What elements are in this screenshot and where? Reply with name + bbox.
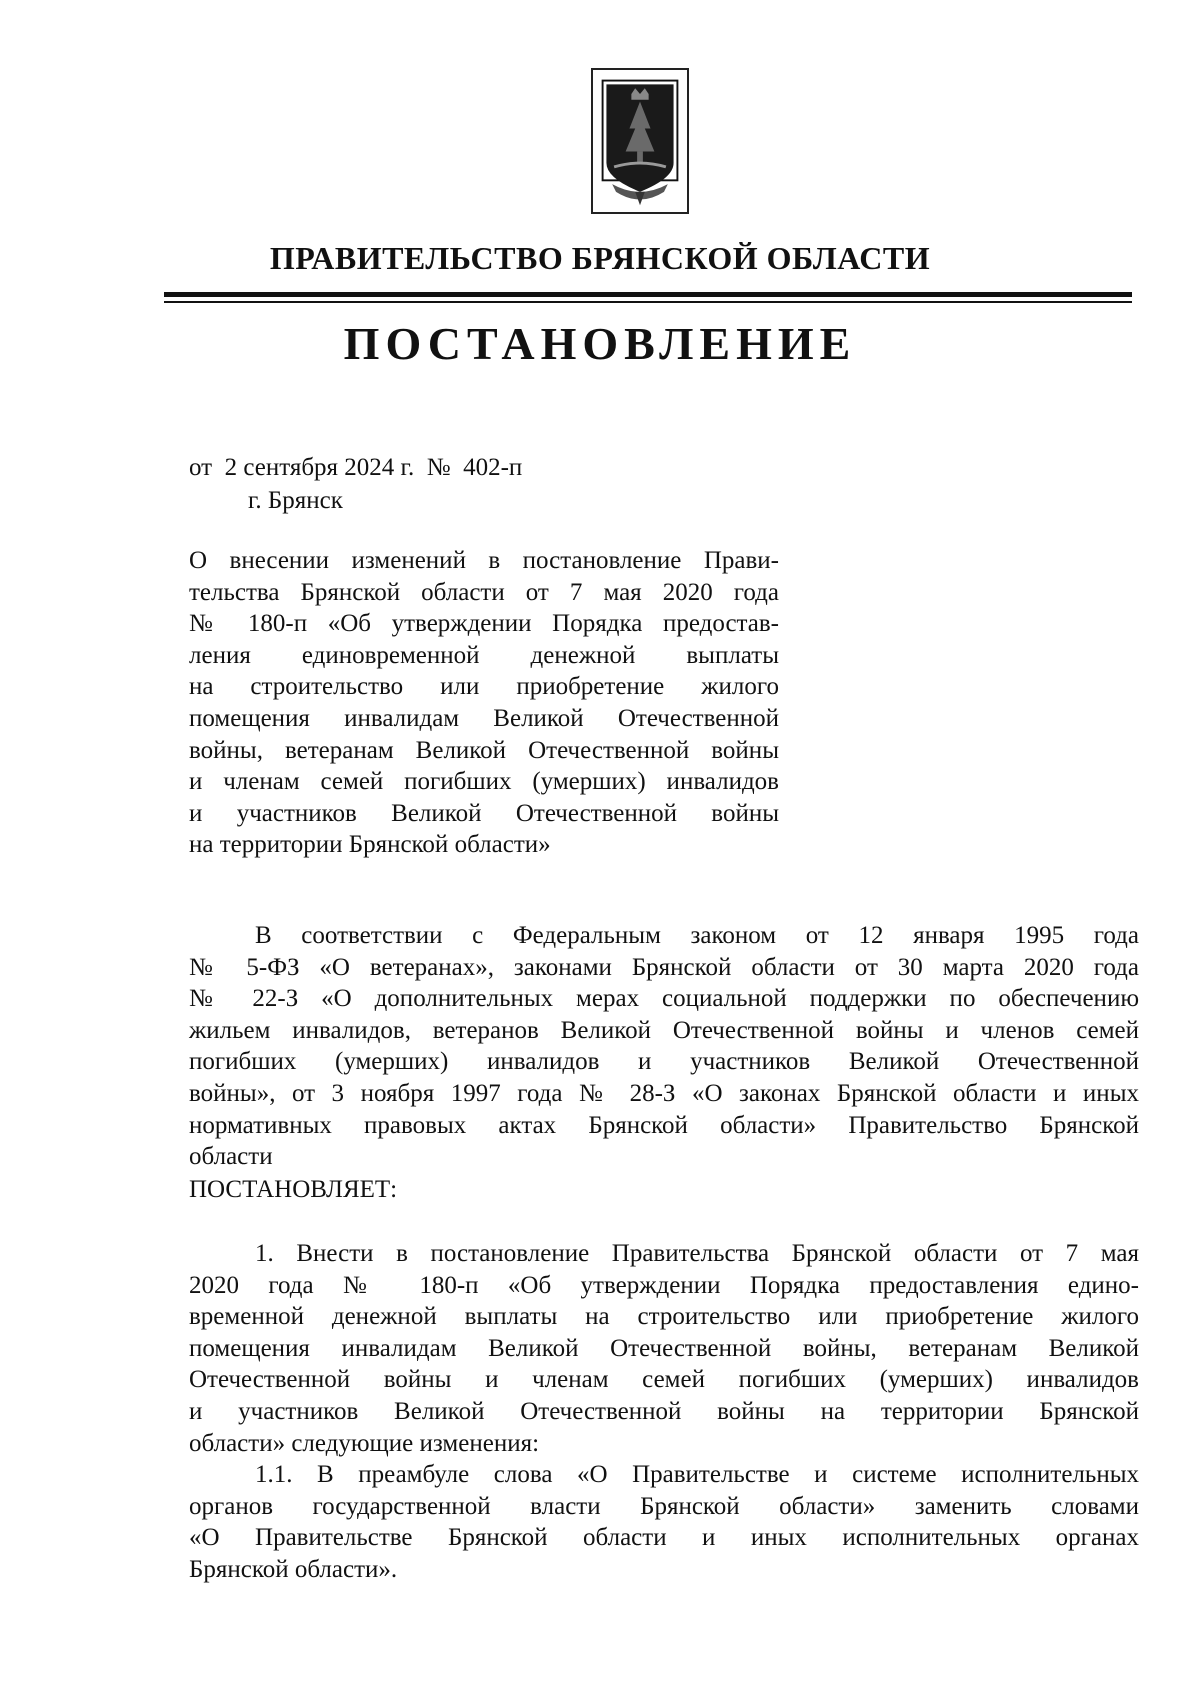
preamble-line: № 22-З «О дополнительных мерах социальной поддержки по обеспечению	[189, 985, 1139, 1013]
preamble-line: области	[189, 1143, 273, 1171]
subject-line: на строительство или приобретение жилого	[189, 673, 779, 701]
item-1-line: 2020 года № 180-п «Об утверждении Порядка предоставления едино-	[189, 1271, 1139, 1299]
preamble-line: № 5-ФЗ «О ветеранах», законами Брянской области от 30 марта 2020 года	[189, 953, 1139, 981]
preamble-line: войны», от 3 ноября 1997 года № 28-З «О законах Брянской области и иных	[189, 1079, 1139, 1107]
item-1-1-paragraph	[189, 1459, 1139, 1585]
preamble-line: жильем инвалидов, ветеранов Великой Отечественной войны и членов семей	[189, 1016, 1139, 1044]
subject-line: помещения инвалидам Великой Отечественной	[189, 704, 779, 732]
preamble-line: В соответствии с Федеральным законом от 12 января 1995 года	[255, 922, 1139, 949]
subject-line: и членам семей погибших (умерших) инвалидов	[189, 768, 779, 796]
document-subject	[189, 545, 779, 861]
item-1-line: 1. Внести в постановление Правительства Брянской области от 7 мая	[255, 1240, 1139, 1267]
item-1-line: области» следующие изменения:	[189, 1429, 540, 1457]
document-date-number: от 2 сентября 2024 г. № 402-п	[189, 454, 523, 481]
preamble-line: погибших (умерших) инвалидов и участников Великой Отечественной	[189, 1048, 1139, 1076]
organization-title: ПРАВИТЕЛЬСТВО БРЯНСКОЙ ОБЛАСТИ	[269, 240, 931, 276]
item-1-1-line: 1.1. В преамбуле слова «О Правительстве и системе исполнительных	[255, 1461, 1139, 1488]
item-1-line: Отечественной войны и членам семей погибших (умерших) инвалидов	[189, 1366, 1139, 1394]
item-1-paragraph	[189, 1238, 1139, 1459]
preamble-line: нормативных правовых актах Брянской области» Правительство Брянской	[189, 1111, 1139, 1139]
subject-line: ления единовременной денежной выплаты	[189, 641, 779, 669]
item-1-line: и участников Великой Отечественной войны на территории Брянской	[189, 1397, 1139, 1425]
subject-line: войны, ветеранам Великой Отечественной войны	[189, 736, 779, 764]
subject-line: и участников Великой Отечественной войны	[189, 799, 779, 827]
subject-line: тельства Брянской области от 7 мая 2020 года	[189, 578, 779, 606]
preamble-paragraph	[189, 920, 1139, 1173]
resolve-word: ПОСТАНОВЛЯЕТ:	[189, 1176, 398, 1203]
item-1-line: временной денежной выплаты на строительство или приобретение жилого	[189, 1303, 1139, 1331]
header-rule-thick	[164, 292, 1132, 297]
subject-line: на территории Брянской области»	[189, 831, 551, 859]
bryansk-coat-of-arms-icon	[591, 68, 689, 214]
item-1-1-line: Брянской области».	[189, 1555, 398, 1583]
item-1-line: помещения инвалидам Великой Отечественной войны, ветеранам Великой	[189, 1334, 1139, 1362]
item-1-1-line: «О Правительстве Брянской области и иных исполнительных органах	[189, 1524, 1139, 1552]
item-1-1-line: органов государственной власти Брянской области» заменить словами	[189, 1492, 1139, 1520]
document-type-title: ПОСТАНОВЛЕНИЕ	[343, 318, 857, 369]
subject-line: О внесении изменений в постановление Прави-	[189, 547, 779, 574]
subject-line: № 180-п «Об утверждении Порядка предостав-	[189, 610, 779, 638]
document-city: г. Брянск	[248, 487, 343, 514]
header-rule-thin	[164, 301, 1132, 303]
